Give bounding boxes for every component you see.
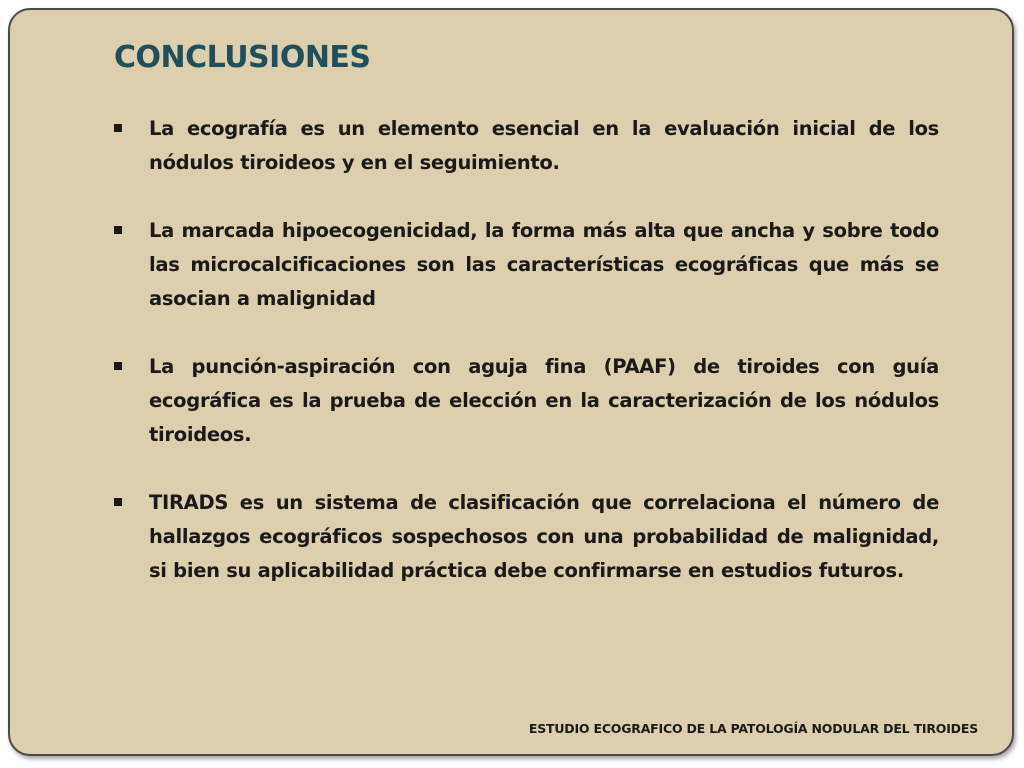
bullet-text: La marcada hipoecogenicidad, la forma más alta que ancha y sobre todo las microcalcificaciones son las características ecográficas que más se asocian a malignidad: [149, 219, 939, 310]
square-bullet-icon: [114, 124, 122, 132]
conclusions-list: [113, 112, 939, 622]
square-bullet-icon: [114, 498, 122, 506]
bullet-text: TIRADS es un sistema de clasificación que correlaciona el número de hallazgos ecográficos sospechosos con una probabilidad de malignidad, si bien su aplicabilidad práctica debe confirmarse en estudios futuros.: [149, 491, 939, 582]
list-item: [113, 350, 939, 452]
list-item: [113, 214, 939, 316]
bullet-text: La ecografía es un elemento esencial en la evaluación inicial de los nódulos tiroideos y en el seguimiento.: [149, 117, 939, 174]
slide-title: CONCLUSIONES: [114, 40, 371, 75]
slide-footer: ESTUDIO ECOGRAFICO DE LA PATOLOGÍA NODULAR DEL TIROIDES: [528, 721, 978, 736]
slide-panel: [8, 8, 1014, 756]
list-item: [113, 486, 939, 588]
square-bullet-icon: [114, 362, 122, 370]
square-bullet-icon: [114, 226, 122, 234]
bullet-text: La punción-aspiración con aguja fina (PAAF) de tiroides con guía ecográfica es la prueba de elección en la caracterización de los nódulos tiroideos.: [149, 355, 939, 446]
list-item: [113, 112, 939, 180]
